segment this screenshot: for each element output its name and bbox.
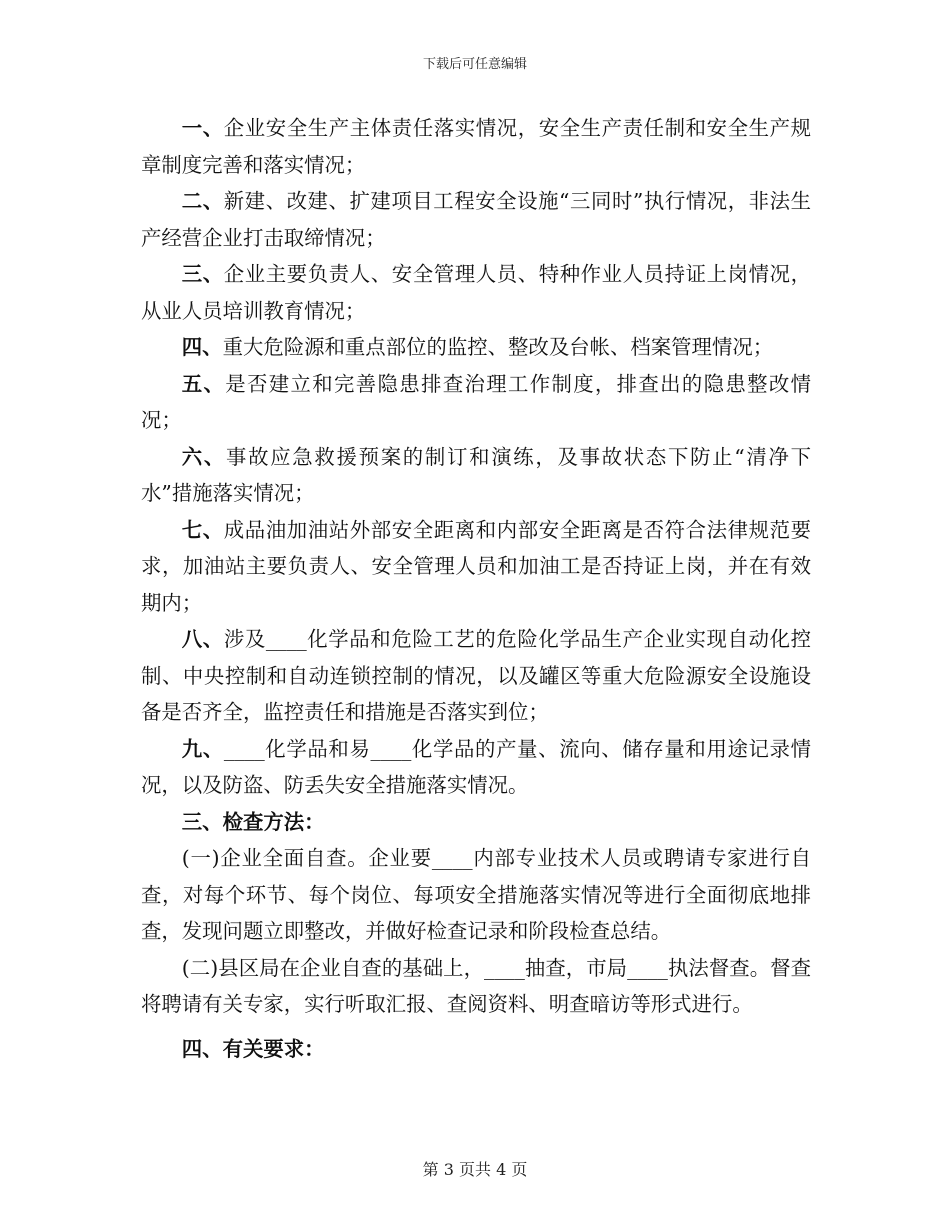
- list-item: 二、新建、改建、扩建项目工程安全设施“三同时”执行情况，非法生产经营企业打击取缔情况；: [141, 189, 811, 250]
- page-footer: 第 3 页共 4 页: [422, 1160, 528, 1179]
- list-item: 五、是否建立和完善隐患排查治理工作制度，排查出的隐患整改情况；: [141, 371, 812, 432]
- list-item: 七、成品油加油站外部安全距离和内部安全距离是否符合法律规范要求，加油站主要负责人、安全管理人员和加油工是否持证上岗，并在有效期内；: [141, 517, 812, 615]
- list-item: 四、重大危险源和重点部位的监控、整改及台帐、档案管理情况；: [181, 335, 774, 359]
- list-item: 一、企业安全生产主体责任落实情况，安全生产责任制和安全生产规章制度完善和落实情况；: [141, 116, 812, 177]
- section-heading-requirements: 四、有关要求：: [181, 1036, 325, 1061]
- method-paragraph-1: (一)企业全面自查。企业要____内部专业技术人员或聘请专家进行自查，对每个环节、每个岗位、每项安全措施落实情况等进行全面彻底地排查，发现问题立即整改，并做好检查记录和阶段检查总结。: [141, 846, 811, 943]
- method-paragraph-2: (二)县区局在企业自查的基础上，____抽查，市局____执法督查。督查将聘请有关专家，实行听取汇报、查阅资料、明查暗访等形式进行。: [141, 955, 811, 1016]
- list-item: 三、企业主要负责人、安全管理人员、特种作业人员持证上岗情况，从业人员培训教育情况；: [141, 262, 812, 323]
- document-body: [141, 110, 811, 1067]
- section-heading-inspection-method: 三、检查方法：: [181, 809, 325, 834]
- page-header: 下载后可任意编辑: [422, 57, 527, 72]
- list-item: 八、涉及____化学品和危险工艺的危险化学品生产企业实现自动化控制、中央控制和自动连锁控制的情况，以及罐区等重大危险源安全设施设备是否齐全，监控责任和措施是否落实到位；: [141, 627, 811, 724]
- list-item: 六、事故应急救援预案的制订和演练，及事故状态下防止“清净下水”措施落实情况；: [141, 444, 812, 505]
- list-item: 九、____化学品和易____化学品的产量、流向、储存量和用途记录情况，以及防盗、防丢失安全措施落实情况。: [141, 736, 811, 797]
